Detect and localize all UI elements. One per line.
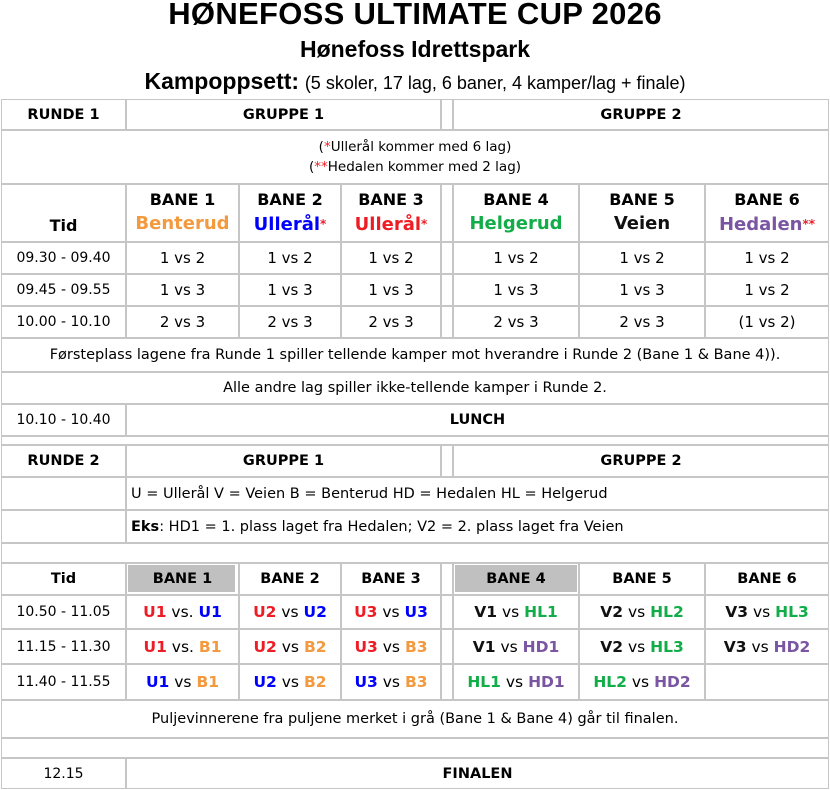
vs-label: vs	[169, 673, 197, 691]
court-name: BANE 4	[483, 190, 549, 209]
group-separator	[441, 99, 453, 130]
note-open: (	[308, 159, 315, 175]
example-label: Eks	[131, 518, 160, 535]
game-cell: 1 vs 2	[453, 242, 579, 274]
court2-header-1	[126, 563, 239, 595]
game-cell: 1 vs 2	[579, 242, 705, 274]
match-cell	[579, 664, 705, 700]
vs-label: vs	[495, 637, 523, 656]
example-text: : HD1 = 1. plass laget fra Hedalen; V2 = 2. plass laget fra Veien	[159, 518, 624, 535]
game-cell: 1 vs 3	[579, 274, 705, 306]
group-separator	[441, 274, 453, 306]
game-cell: 1 vs 2	[705, 274, 829, 306]
final-label: FINALEN	[126, 758, 829, 789]
note-line-1	[319, 137, 512, 157]
group-separator	[441, 242, 453, 274]
note-text: Ullerål kommer med 6 lag)	[330, 139, 512, 155]
court-team-name: Veien	[613, 213, 671, 234]
vs-label: vs	[377, 673, 405, 691]
tid-header: Tid	[1, 184, 126, 242]
court2-header-4	[453, 563, 579, 595]
team-b: B3	[404, 673, 428, 691]
vs-label: vs	[623, 637, 651, 656]
match-cell	[341, 664, 441, 700]
court-team-mark: **	[802, 217, 816, 231]
match-cell	[239, 664, 341, 700]
court-name: BANE 4	[486, 571, 546, 587]
match-cell	[126, 664, 239, 700]
vs-label: vs	[500, 673, 529, 691]
match-cell	[453, 664, 579, 700]
match-cell	[126, 595, 239, 629]
round1-group2-header: GRUPPE 2	[453, 99, 829, 130]
court-name: BANE 2	[257, 190, 323, 209]
finals-note: Puljevinnerene fra puljene merket i grå (Bane 1 & Bane 4) går til finalen.	[1, 700, 829, 738]
game-cell: 2 vs 3	[239, 306, 341, 338]
note-line-2	[309, 157, 521, 177]
group-separator	[441, 445, 453, 477]
round1-label: RUNDE 1	[1, 99, 126, 130]
court-name: BANE 1	[149, 190, 216, 209]
court-team-name: Benterud	[135, 213, 230, 234]
vs-label: vs	[276, 673, 304, 691]
court2-header-5	[579, 563, 705, 595]
note-text: Hedalen kommer med 2 lag)	[327, 159, 522, 175]
time-cell: 09.30 - 09.40	[1, 242, 126, 274]
team-b: HL1	[524, 603, 558, 621]
court-team	[614, 211, 670, 237]
lunch-time: 10.10 - 10.40	[1, 404, 126, 436]
match-cell	[705, 664, 829, 700]
game-cell: 1 vs 3	[239, 274, 341, 306]
group-separator	[441, 306, 453, 338]
team-a: V1	[474, 603, 498, 621]
court-name: BANE 6	[737, 571, 797, 587]
tid-header-2: Tid	[1, 563, 126, 595]
team-b: B1	[198, 637, 222, 656]
schedule-label: Kampoppsett:	[144, 68, 300, 94]
game-cell: 1 vs 2	[126, 242, 239, 274]
team-a: U3	[354, 603, 378, 621]
team-a: U3	[354, 673, 378, 691]
vs-label: vs	[377, 637, 405, 656]
court-team	[469, 211, 562, 237]
team-b: HD2	[654, 673, 691, 691]
vs-label: vs	[746, 637, 774, 656]
game-cell: (1 vs 2)	[705, 306, 829, 338]
court-team	[355, 211, 428, 238]
team-b: B1	[196, 673, 220, 691]
match-cell	[705, 629, 829, 664]
group-separator	[441, 184, 453, 242]
court-team-name: Helgerud	[469, 213, 563, 234]
team-b: HD1	[522, 637, 560, 656]
vs-label: vs	[626, 673, 655, 691]
team-a: V2	[600, 637, 624, 656]
team-a: HL2	[593, 673, 627, 691]
game-cell: 1 vs 2	[705, 242, 829, 274]
team-a: V1	[472, 637, 496, 656]
team-a: U1	[143, 603, 167, 621]
court-team-name: Hedalen	[718, 214, 803, 235]
match-cell	[239, 595, 341, 629]
note-open: (	[318, 139, 324, 155]
court-team-name: Ullerål	[253, 214, 321, 235]
court-team-mark: *	[320, 217, 327, 231]
match-cell	[453, 595, 579, 629]
court-team-mark: *	[421, 217, 428, 231]
final-time: 12.15	[1, 758, 126, 789]
time-cell: 09.45 - 09.55	[1, 274, 126, 306]
time-cell: 11.15 - 11.30	[1, 629, 126, 664]
team-a: V2	[600, 603, 624, 621]
vs-label: vs	[377, 603, 405, 621]
game-cell: 2 vs 3	[126, 306, 239, 338]
team-legend: U = Ullerål V = Veien B = Benterud HD = Hedalen HL = Helgerud	[126, 477, 829, 510]
team-b: B2	[303, 673, 327, 691]
match-cell	[579, 595, 705, 629]
time-cell: 11.40 - 11.55	[1, 664, 126, 700]
vs-label: vs	[276, 603, 304, 621]
match-cell	[341, 595, 441, 629]
team-a: U1	[145, 673, 170, 691]
spacer-row	[1, 543, 829, 563]
spacer-row	[1, 738, 829, 758]
lunch-label: LUNCH	[126, 404, 829, 436]
vs-label: vs	[748, 603, 776, 621]
court-team	[135, 211, 229, 237]
page-title: HØNEFOSS ULTIMATE CUP 2026	[168, 0, 662, 31]
court-team	[719, 211, 815, 238]
info-row-2: Alle andre lag spiller ikke-tellende kamper i Runde 2.	[1, 372, 829, 404]
game-cell: 2 vs 3	[453, 306, 579, 338]
vs-label: vs	[497, 603, 525, 621]
info-row-1: Førsteplass lagene fra Runde 1 spiller tellende kamper mot hverandre i Runde 2 (Bane 1 & Bane 4)).	[1, 338, 829, 372]
round2-group1-header: GRUPPE 1	[126, 445, 441, 477]
court-name: BANE 5	[612, 571, 672, 587]
team-b: HL3	[775, 603, 809, 621]
game-cell: 1 vs 3	[453, 274, 579, 306]
team-b: U3	[404, 603, 428, 621]
team-a: U2	[253, 637, 277, 656]
vs-label: vs.	[166, 603, 199, 621]
court-name: BANE 1	[152, 571, 213, 587]
vs-label: vs.	[166, 637, 199, 656]
round1-group1-header: GRUPPE 1	[126, 99, 441, 130]
venue-subtitle: Hønefoss Idrettspark	[299, 36, 531, 62]
team-a: U1	[143, 637, 167, 656]
team-b: HL2	[650, 603, 684, 621]
court2-header-6	[705, 563, 829, 595]
court-header-4	[453, 184, 579, 242]
court-name: BANE 6	[734, 190, 800, 209]
round1-notes	[1, 130, 829, 184]
group-separator	[441, 629, 453, 664]
group-separator	[441, 563, 453, 595]
example-row	[126, 510, 829, 543]
team-b: B2	[303, 637, 327, 656]
empty-cell	[1, 477, 126, 510]
match-cell	[705, 595, 829, 629]
vs-label: vs	[276, 637, 304, 656]
schedule-details: (5 skoler, 17 lag, 6 baner, 4 kamper/lag + finale)	[304, 73, 686, 93]
team-a: U3	[354, 637, 378, 656]
match-cell	[453, 629, 579, 664]
court-header-1	[126, 184, 239, 242]
schedule-line	[0, 68, 830, 95]
court-team	[254, 211, 327, 238]
round2-group2-header: GRUPPE 2	[453, 445, 829, 477]
team-a: U2	[253, 603, 277, 621]
team-b: B3	[404, 637, 428, 656]
vs-label: vs	[623, 603, 651, 621]
team-a: HL1	[467, 673, 501, 691]
team-b: U1	[198, 603, 222, 621]
court2-header-3	[341, 563, 441, 595]
time-cell: 10.50 - 11.05	[1, 595, 126, 629]
team-a: V3	[723, 637, 747, 656]
match-cell	[126, 629, 239, 664]
court2-header-2	[239, 563, 341, 595]
game-cell: 1 vs 2	[239, 242, 341, 274]
court-name: BANE 2	[260, 571, 320, 587]
match-cell	[341, 629, 441, 664]
team-a: U2	[253, 673, 277, 691]
court-name: BANE 3	[361, 571, 421, 587]
round2-label: RUNDE 2	[1, 445, 126, 477]
court-header-5	[579, 184, 705, 242]
game-cell: 1 vs 3	[341, 274, 441, 306]
time-cell: 10.00 - 10.10	[1, 306, 126, 338]
note-star: *	[323, 139, 331, 155]
court-name: BANE 3	[358, 190, 424, 209]
court-team-name: Ullerål	[354, 214, 422, 235]
game-cell: 1 vs 2	[341, 242, 441, 274]
court-header-3	[341, 184, 441, 242]
group-separator	[441, 595, 453, 629]
game-cell: 2 vs 3	[579, 306, 705, 338]
match-cell	[239, 629, 341, 664]
group-separator	[441, 664, 453, 700]
court-name: BANE 5	[609, 190, 675, 209]
court-header-6	[705, 184, 829, 242]
empty-cell	[1, 510, 126, 543]
game-cell: 1 vs 3	[126, 274, 239, 306]
note-star: **	[314, 159, 328, 175]
spacer-row	[1, 436, 829, 445]
team-b: HL3	[650, 637, 684, 656]
game-cell: 2 vs 3	[341, 306, 441, 338]
team-b: HD2	[773, 637, 811, 656]
court-header-2	[239, 184, 341, 242]
team-a: V3	[725, 603, 749, 621]
team-b: HD1	[528, 673, 565, 691]
team-b: U2	[303, 603, 327, 621]
match-cell	[579, 629, 705, 664]
